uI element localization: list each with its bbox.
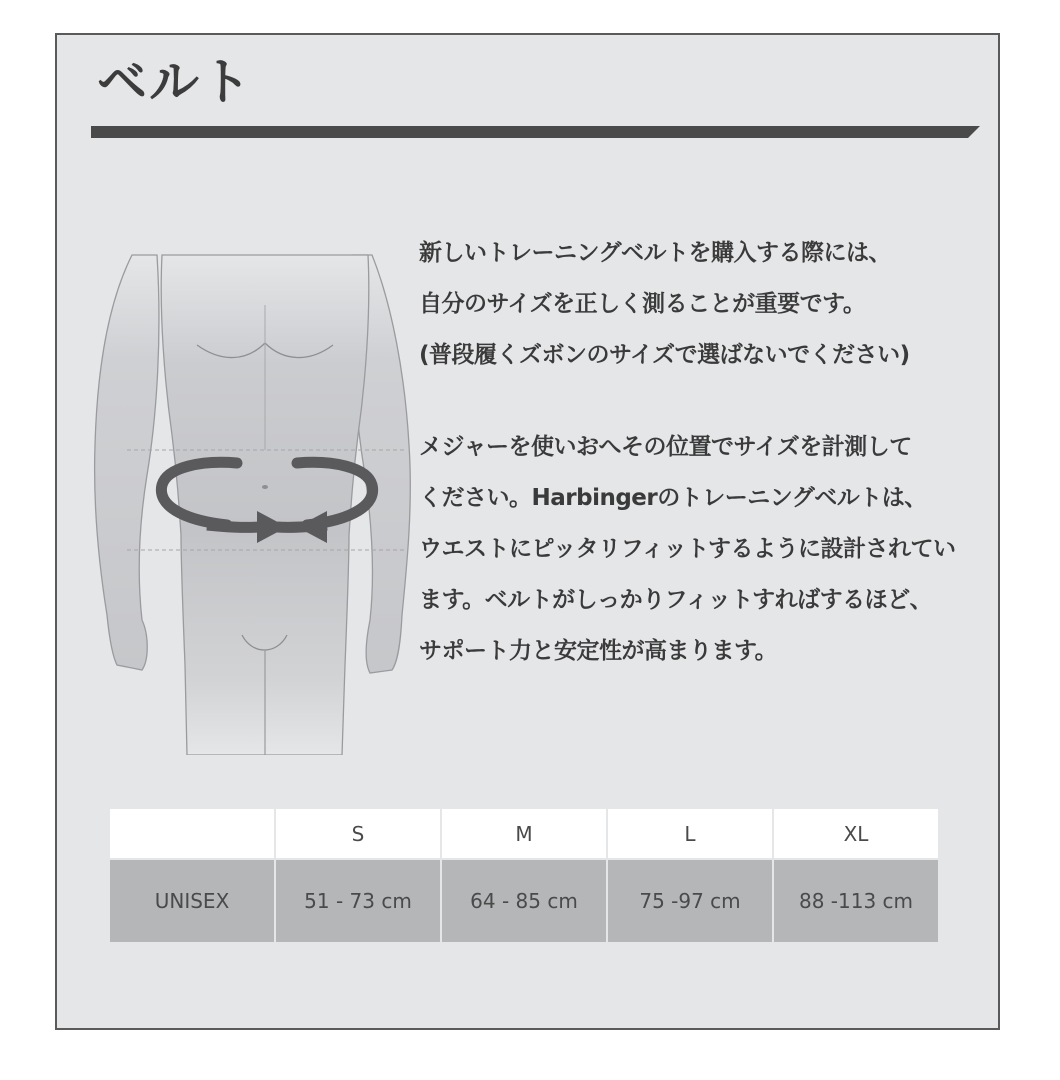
intro-line: 新しいトレーニングベルトを購入する際には、 xyxy=(419,240,892,266)
table-cell: UNISEX xyxy=(110,860,274,942)
table-header-cell: M xyxy=(442,809,606,858)
intro-line: 自分のサイズを正しく測ることが重要です。 xyxy=(419,291,866,317)
table-header-cell: S xyxy=(276,809,440,858)
body-line: ください。Harbingerのトレーニングベルトは、 xyxy=(419,485,927,511)
intro-line: (普段履くズボンのサイズで選ばないでください) xyxy=(419,342,910,368)
intro-text xyxy=(419,228,910,381)
torso-figure-illustration xyxy=(87,235,427,755)
body-line: ます。ベルトがしっかりフィットすればするほど、 xyxy=(419,587,933,613)
table-cell: 64 - 85 cm xyxy=(442,860,606,942)
size-table xyxy=(108,807,940,944)
body-line: メジャーを使いおへその位置でサイズを計測して xyxy=(419,434,912,460)
table-header-cell xyxy=(110,809,274,858)
body-line: ウエストにピッタリフィットするように設計されてい xyxy=(419,536,956,562)
table-row xyxy=(110,860,938,942)
table-cell: 75 -97 cm xyxy=(608,860,772,942)
table-cell: 88 -113 cm xyxy=(774,860,938,942)
body-line: サポート力と安定性が高まります。 xyxy=(419,638,778,664)
body-text xyxy=(419,422,956,677)
title-underline-bar xyxy=(91,126,980,138)
table-header-cell: L xyxy=(608,809,772,858)
size-table-header-row xyxy=(110,809,938,858)
table-header-cell: XL xyxy=(774,809,938,858)
table-cell: 51 - 73 cm xyxy=(276,860,440,942)
page-title: ベルト xyxy=(97,53,253,111)
size-guide-panel xyxy=(55,33,1000,1030)
